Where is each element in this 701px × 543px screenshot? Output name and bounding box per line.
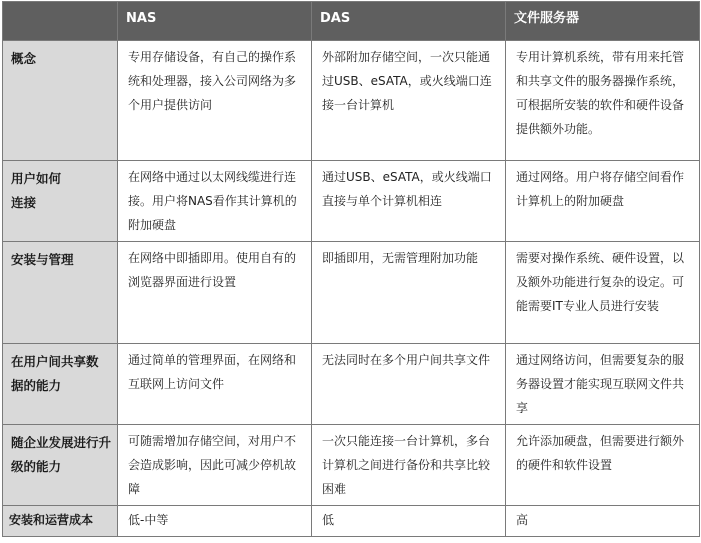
table-row (3, 425, 700, 506)
das-cell: 通过USB、eSATA，或火线端口直接与单个计算机相连 (312, 161, 506, 242)
row-label: 安装和运营成本 (3, 506, 118, 537)
header-file-server: 文件服务器 (506, 2, 700, 41)
header-nas: NAS (118, 2, 312, 41)
nas-cell: 在网络中通过以太网线缆进行连接。用户将NAS看作其计算机的附加硬盘 (118, 161, 312, 242)
file-server-cell: 需要对操作系统、硬件设置，以及额外功能进行复杂的设定。可能需要IT专业人员进行安装 (506, 242, 700, 344)
header-corner-cell (3, 2, 118, 41)
file-server-cell: 允许添加硬盘，但需要进行额外的硬件和软件设置 (506, 425, 700, 506)
nas-cell: 低-中等 (118, 506, 312, 537)
file-server-cell: 通过网络。用户将存储空间看作计算机上的附加硬盘 (506, 161, 700, 242)
nas-cell: 在网络中即插即用。使用自有的浏览器界面进行设置 (118, 242, 312, 344)
row-label: 用户如何连接 (3, 161, 118, 242)
das-cell: 外部附加存储空间，一次只能通过USB、eSATA，或火线端口连接一台计算机 (312, 41, 506, 161)
table-row (3, 242, 700, 344)
table-row (3, 506, 700, 537)
nas-cell: 通过简单的管理界面，在网络和互联网上访问文件 (118, 344, 312, 425)
table-row (3, 161, 700, 242)
comparison-table (2, 1, 700, 537)
file-server-cell: 专用计算机系统，带有用来托管和共享文件的服务器操作系统，可根据所安装的软件和硬件设备提供额外功能。 (506, 41, 700, 161)
das-cell: 无法同时在多个用户间共享文件 (312, 344, 506, 425)
file-server-cell: 高 (506, 506, 700, 537)
row-label: 随企业发展进行升级的能力 (3, 425, 118, 506)
das-cell: 低 (312, 506, 506, 537)
das-cell: 即插即用，无需管理附加功能 (312, 242, 506, 344)
das-cell: 一次只能连接一台计算机，多台计算机之间进行备份和共享比较困难 (312, 425, 506, 506)
nas-cell: 专用存储设备，有自己的操作系统和处理器，接入公司网络为多个用户提供访问 (118, 41, 312, 161)
nas-cell: 可随需增加存储空间，对用户不会造成影响，因此可减少停机故障 (118, 425, 312, 506)
header-das: DAS (312, 2, 506, 41)
row-label: 在用户间共享数据的能力 (3, 344, 118, 425)
row-label: 概念 (3, 41, 118, 161)
table-row (3, 41, 700, 161)
row-label: 安装与管理 (3, 242, 118, 344)
table-row (3, 344, 700, 425)
file-server-cell: 通过网络访问，但需要复杂的服务器设置才能实现互联网文件共享 (506, 344, 700, 425)
header-row (3, 2, 700, 41)
